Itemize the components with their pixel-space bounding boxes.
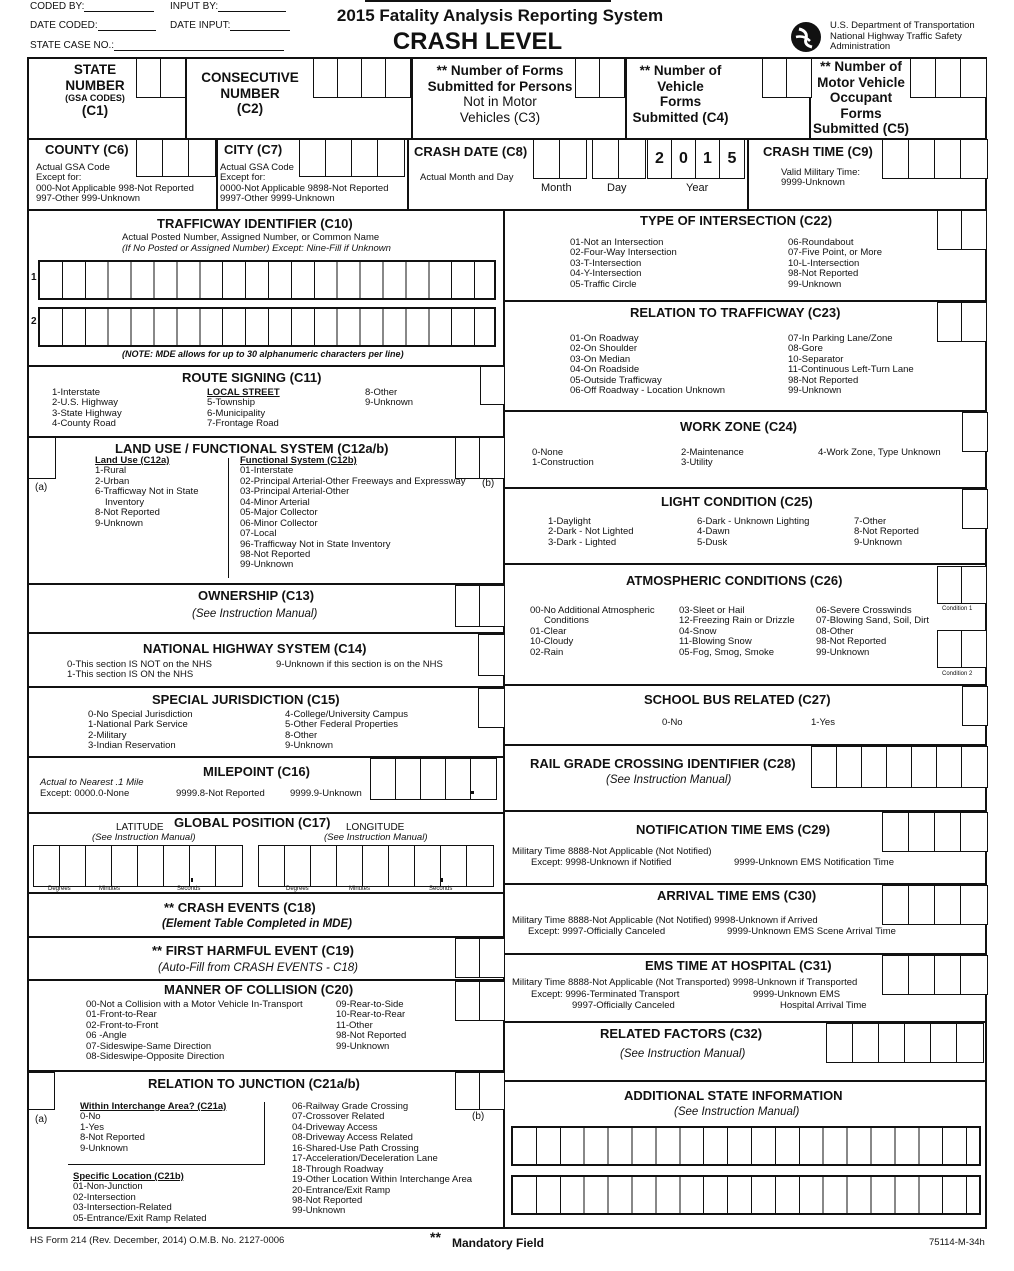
crash-date-note: Actual Month and Day [420, 172, 514, 183]
c20-codes-col1: 00-Not a Collision with a Motor Vehicle In-Transport 01-Front-to-Rear 02-Front-to-Front 06 -Angle 07-Sideswipe-Same Direction 08-Sideswipe-Opposite Direction [86, 999, 303, 1063]
c14-codes-col2: 9-Unknown if this section is on the NHS [276, 659, 443, 670]
c17-lon-note: (See Instruction Manual) [324, 832, 428, 843]
year-boxes [647, 139, 745, 179]
c10-row-2-label: 2 [31, 316, 37, 327]
c12-title: LAND USE / FUNCTIONAL SYSTEM (C12a/b) [115, 441, 389, 456]
c25-title: LIGHT CONDITION (C25) [661, 494, 813, 509]
latitude-boxes[interactable] [33, 845, 243, 887]
c26-title: ATMOSPHERIC CONDITIONS (C26) [626, 573, 843, 588]
c31-boxes[interactable] [882, 955, 988, 995]
day-label: Day [607, 182, 627, 194]
c21b-marker: (b) [472, 1111, 485, 1122]
c23-boxes[interactable] [937, 302, 987, 342]
c30-line-3: 9999-Unknown EMS Scene Arrival Time [727, 926, 896, 937]
c30-boxes[interactable] [882, 885, 988, 925]
c29-title: NOTIFICATION TIME EMS (C29) [636, 822, 831, 837]
lat-seconds-label: Seconds [177, 886, 201, 892]
crash-time-codes: Valid Military Time: 9999-Unknown [781, 167, 861, 189]
c25-codes-col3: 7-Other 8-Not Reported 9-Unknown [854, 516, 919, 548]
c21b-codes: Specific Location (C21b) 01-Non-Junction 02-Intersection 03-Intersection-Related 05-Entrance/Exit Ramp Related [73, 1171, 207, 1224]
c30-line-2: Except: 9997-Officially Canceled [528, 926, 666, 937]
c31-line-5: Hospital Arrival Time [780, 1000, 867, 1011]
c10-row-1-label: 1 [31, 272, 37, 283]
c13-title: OWNERSHIP (C13) [198, 588, 315, 603]
month-label: Month [541, 182, 572, 194]
c13-subtitle: (See Instruction Manual) [192, 608, 318, 620]
c26-codes-col2: 03-Sleet or Hail 12-Freezing Rain or Drizzle 04-Snow 11-Blowing Snow 05-Fog, Smog, Smoke [679, 605, 795, 658]
c25-codes-col2: 6-Dark - Unknown Lighting 4-Dawn 5-Dusk [697, 516, 810, 548]
lon-degrees-label: Degrees [286, 886, 309, 892]
c11-codes-col1: 1-Interstate 2-U.S. Highway 3-State Highway 4-County Road [52, 387, 122, 430]
city-codes: Actual GSA Code Except for: 0000-Not Applicable 9898-Not Reported 9997-Other 9999-Unknown [220, 162, 389, 205]
mandatory-field-legend: Mandatory Field [452, 1236, 545, 1250]
c14-codes-col1: 0-This section IS NOT on the NHS 1-This section IS ON the NHS [67, 659, 213, 681]
crash-time-boxes[interactable] [882, 139, 988, 179]
asi-line-2-boxes[interactable] [511, 1175, 981, 1215]
c21a-box[interactable] [28, 1072, 55, 1110]
c10-title: TRAFFICWAY IDENTIFIER (C10) [157, 216, 353, 231]
forms-persons-label: ** Number of Forms Submitted for Persons Not in Motor Vehicles (C3) [427, 63, 573, 125]
c12a-codes: Land Use (C12a) 1-Rural 2-Urban 6-Trafficway Not in State Inventory 8-Not Reported 9-Unknown [95, 455, 199, 529]
asi-subtitle: (See Instruction Manual) [674, 1106, 800, 1118]
c24-box[interactable] [962, 412, 988, 452]
c18-title: ** CRASH EVENTS (C18) [164, 900, 316, 915]
dot-logo-icon [790, 21, 822, 53]
c26-condition-1-boxes[interactable] [937, 566, 987, 604]
lon-seconds-label: Seconds [429, 886, 453, 892]
year-digit: 1 [696, 140, 720, 178]
forms-persons-boxes[interactable] [575, 58, 625, 98]
forms-vehicle-boxes[interactable] [762, 58, 812, 98]
c10-subtitle-2: (If No Posted or Assigned Number) Except: Nine-Fill if Unknown [122, 243, 391, 254]
c25-box[interactable] [962, 489, 988, 529]
c26-condition-2-boxes[interactable] [937, 630, 987, 668]
forms-vehicle-label: ** Number of Vehicle Forms Submitted (C4) [632, 63, 729, 125]
c28-boxes[interactable] [811, 746, 988, 788]
c17-longitude-label: LONGITUDE [346, 822, 405, 833]
c26-codes-col1: 00-No Additional Atmospheric Conditions 01-Clear 10-Cloudy 02-Rain [530, 605, 655, 658]
asi-line-1-boxes[interactable] [511, 1126, 981, 1166]
c10-subtitle: Actual Posted Number, Assigned Number, or Common Name [122, 232, 380, 243]
c31-line-1: Military Time 8888-Not Applicable (Not Transported) 9998-Unknown if Transported [512, 977, 858, 988]
c22-title: TYPE OF INTERSECTION (C22) [640, 213, 833, 228]
coded-by-label: CODED BY: [30, 1, 154, 12]
c23-codes-col1: 01-On Roadway 02-On Shoulder 03-On Median 04-On Roadside 05-Outside Trafficway 06-Off Roadway - Location Unknown [570, 333, 726, 397]
c26-condition-2-label: Condition 2 [942, 671, 973, 677]
c31-line-4: 9997-Officially Canceled [572, 1000, 675, 1011]
c15-box[interactable] [478, 688, 505, 728]
c29-boxes[interactable] [882, 812, 988, 852]
county-codes: Actual GSA Code Except for: 000-Not Applicable 998-Not Reported 997-Other 999-Unknown [36, 162, 194, 205]
c17-lat-note: (See Instruction Manual) [92, 832, 196, 843]
c27-no: 0-No [662, 717, 683, 728]
form-code: 75114-M-34h [929, 1237, 985, 1248]
c11-codes-col3: 8-Other 9-Unknown [365, 387, 414, 409]
c29-line-3: 9999-Unknown EMS Notification Time [734, 857, 894, 868]
forms-occupant-label: ** Number of Motor Vehicle Occupant Forms Submitted (C5) [813, 59, 909, 137]
c29-line-2: Except: 9998-Unknown if Notified [531, 857, 672, 868]
c10-line-2-boxes[interactable] [38, 307, 496, 347]
c31-line-2: Except: 9996-Terminated Transport [531, 989, 680, 1000]
c26-condition-1-label: Condition 1 [942, 606, 973, 612]
lon-minutes-label: Minutes [349, 886, 371, 892]
date-coded-label: DATE CODED: [30, 20, 156, 31]
c28-subtitle: (See Instruction Manual) [606, 774, 732, 786]
c12b-codes: Functional System (C12b) 01-Interstate 02-Principal Arterial-Other Freeways and Expressway 03-Principal Arterial-Other 04-Minor Arterial 05-Major Collector 06-Minor Collector 07-Local 96-Trafficway Not in State Inventory 98-Not Reported 99-Unknown [240, 455, 466, 571]
year-label: Year [686, 182, 709, 194]
c19-subtitle: (Auto-Fill from CRASH EVENTS - C18) [158, 962, 359, 974]
year-digit: 0 [672, 140, 696, 178]
c12a-marker: (a) [35, 482, 48, 493]
c21-title: RELATION TO JUNCTION (C21a/b) [148, 1076, 360, 1091]
c11-title: ROUTE SIGNING (C11) [182, 370, 322, 385]
c22-boxes[interactable] [937, 210, 987, 250]
c15-title: SPECIAL JURISDICTION (C15) [152, 692, 340, 707]
c31-title: EMS TIME AT HOSPITAL (C31) [645, 958, 832, 973]
c30-title: ARRIVAL TIME EMS (C30) [657, 888, 817, 903]
c16-title: MILEPOINT (C16) [203, 764, 310, 779]
c19-title: ** FIRST HARMFUL EVENT (C19) [152, 943, 354, 958]
c19-boxes[interactable] [455, 938, 505, 978]
c16-not-reported: 9999.8-Not Reported [176, 788, 265, 799]
c27-title: SCHOOL BUS RELATED (C27) [644, 692, 831, 707]
c22-codes-col2: 06-Roundabout 07-Five Point, or More 10-L-Intersection 98-Not Reported 99-Unknown [788, 237, 882, 290]
c16-subtitle: Actual to Nearest .1 Mile [40, 777, 144, 788]
city-title: CITY (C7) [224, 142, 283, 157]
lat-minutes-label: Minutes [99, 886, 121, 892]
c32-boxes[interactable] [826, 1023, 984, 1063]
c16-unknown: 9999.9-Unknown [290, 788, 362, 799]
asi-title: ADDITIONAL STATE INFORMATION [624, 1088, 843, 1103]
c18-subtitle: (Element Table Completed in MDE) [162, 918, 352, 930]
day-boxes[interactable] [592, 139, 646, 179]
year-digit: 5 [727, 150, 737, 167]
c27-box[interactable] [962, 686, 988, 726]
longitude-boxes[interactable] [258, 845, 494, 887]
county-title: COUNTY (C6) [45, 142, 129, 157]
c12b-marker: (b) [482, 478, 495, 489]
c31-line-3: 9999-Unknown EMS [753, 989, 841, 1000]
system-title: 2015 Fatality Analysis Reporting System [336, 6, 664, 25]
c16-except: Except: 0000.0-None [40, 788, 130, 799]
c17-latitude-label: LATITUDE [116, 822, 164, 833]
c25-codes-col1: 1-Daylight 2-Dark - Not Lighted 3-Dark - Lighted [548, 516, 634, 548]
c14-box[interactable] [478, 634, 505, 676]
form-id: HS Form 214 (Rev. December, 2014) O.M.B. No. 2127-0006 [30, 1235, 285, 1246]
agency-name: U.S. Department of Transportation National Highway Traffic Safety Administration [830, 20, 975, 53]
state-number-boxes[interactable] [136, 58, 186, 98]
c11-codes-col2: LOCAL STREET 5-Township 6-Municipality 7-Frontage Road [207, 387, 280, 430]
c24-codes-col3: 4-Work Zone, Type Unknown [818, 447, 941, 458]
c21a-marker: (a) [35, 1114, 48, 1125]
c16-boxes[interactable] [370, 758, 497, 800]
c24-title: WORK ZONE (C24) [680, 419, 797, 434]
crash-time-title: CRASH TIME (C9) [763, 144, 873, 159]
c21b-codes-col2: 06-Railway Grade Crossing 07-Crossover Related 04-Driveway Access 08-Driveway Access Related 16-Shared-Use Path Crossing 17-Acceleration/Deceleration Lane 18-Through Roadway 19-Other Location Within Interchange Area 20-Entrance/Exit Ramp 98-Not Reported 99-Unknown [292, 1101, 473, 1217]
input-by-label: INPUT BY: [170, 1, 286, 12]
c30-line-1: Military Time 8888-Not Applicable (Not Notified) 9998-Unknown if Arrived [512, 915, 818, 926]
c12a-box[interactable] [28, 437, 56, 479]
state-case-no-label: STATE CASE NO.: [30, 40, 284, 51]
c23-title: RELATION TO TRAFFICWAY (C23) [630, 305, 841, 320]
state-number-label: STATE NUMBER (GSA CODES) (C1) [65, 62, 125, 119]
c10-note: (NOTE: MDE allows for up to 30 alphanumeric characters per line) [122, 349, 404, 359]
c17-title: GLOBAL POSITION (C17) [174, 815, 331, 830]
c32-subtitle: (See Instruction Manual) [620, 1048, 746, 1060]
c21a-codes: Within Interchange Area? (C21a) 0-No 1-Yes 8-Not Reported 9-Unknown [80, 1101, 227, 1154]
month-boxes[interactable] [533, 139, 587, 179]
year-digit: 2 [648, 140, 672, 178]
c10-line-1-boxes[interactable] [38, 260, 496, 300]
c29-line-1: Military Time 8888-Not Applicable (Not Notified) [512, 846, 712, 857]
date-input-label: DATE INPUT: [170, 20, 290, 31]
c26-codes-col3: 06-Severe Crosswinds 07-Blowing Sand, Soil, Dirt 08-Other 98-Not Reported 99-Unknown [816, 605, 929, 658]
consecutive-number-label: CONSECUTIVE NUMBER (C2) [201, 70, 299, 117]
c20-codes-col2: 09-Rear-to-Side 10-Rear-to-Rear 11-Other 98-Not Reported 99-Unknown [336, 999, 407, 1052]
c13-boxes[interactable] [455, 585, 505, 627]
c15-codes-col2: 4-College/University Campus 5-Other Federal Properties 8-Other 9-Unknown [285, 709, 409, 752]
c23-codes-col2: 07-In Parking Lane/Zone 08-Gore 10-Separator 11-Continuous Left-Turn Lane 98-Not Reported 99-Unknown [788, 333, 914, 397]
c20-title: MANNER OF COLLISION (C20) [164, 982, 354, 997]
c28-title: RAIL GRADE CROSSING IDENTIFIER (C28) [530, 756, 796, 771]
c20-boxes[interactable] [455, 981, 505, 1021]
c27-yes: 1-Yes [811, 717, 835, 728]
c14-title: NATIONAL HIGHWAY SYSTEM (C14) [143, 641, 367, 656]
c32-title: RELATED FACTORS (C32) [600, 1026, 763, 1041]
c24-codes-col1: 0-None 1-Construction [532, 447, 594, 469]
consecutive-number-boxes[interactable] [313, 58, 411, 98]
forms-occupant-boxes[interactable] [910, 58, 987, 98]
c24-codes-col2: 2-Maintenance 3-Utility [681, 447, 744, 469]
form-title: CRASH LEVEL [392, 28, 563, 55]
c11-box[interactable] [480, 366, 505, 405]
c15-codes-col1: 0-No Special Jurisdiction 1-National Park Service 2-Military 3-Indian Reservation [88, 709, 193, 752]
lat-degrees-label: Degrees [48, 886, 71, 892]
mandatory-stars: ** [430, 1229, 441, 1245]
c22-codes-col1: 01-Not an Intersection 02-Four-Way Intersection 03-T-Intersection 04-Y-Intersection 05-Traffic Circle [570, 237, 677, 290]
crash-date-title: CRASH DATE (C8) [414, 144, 528, 159]
